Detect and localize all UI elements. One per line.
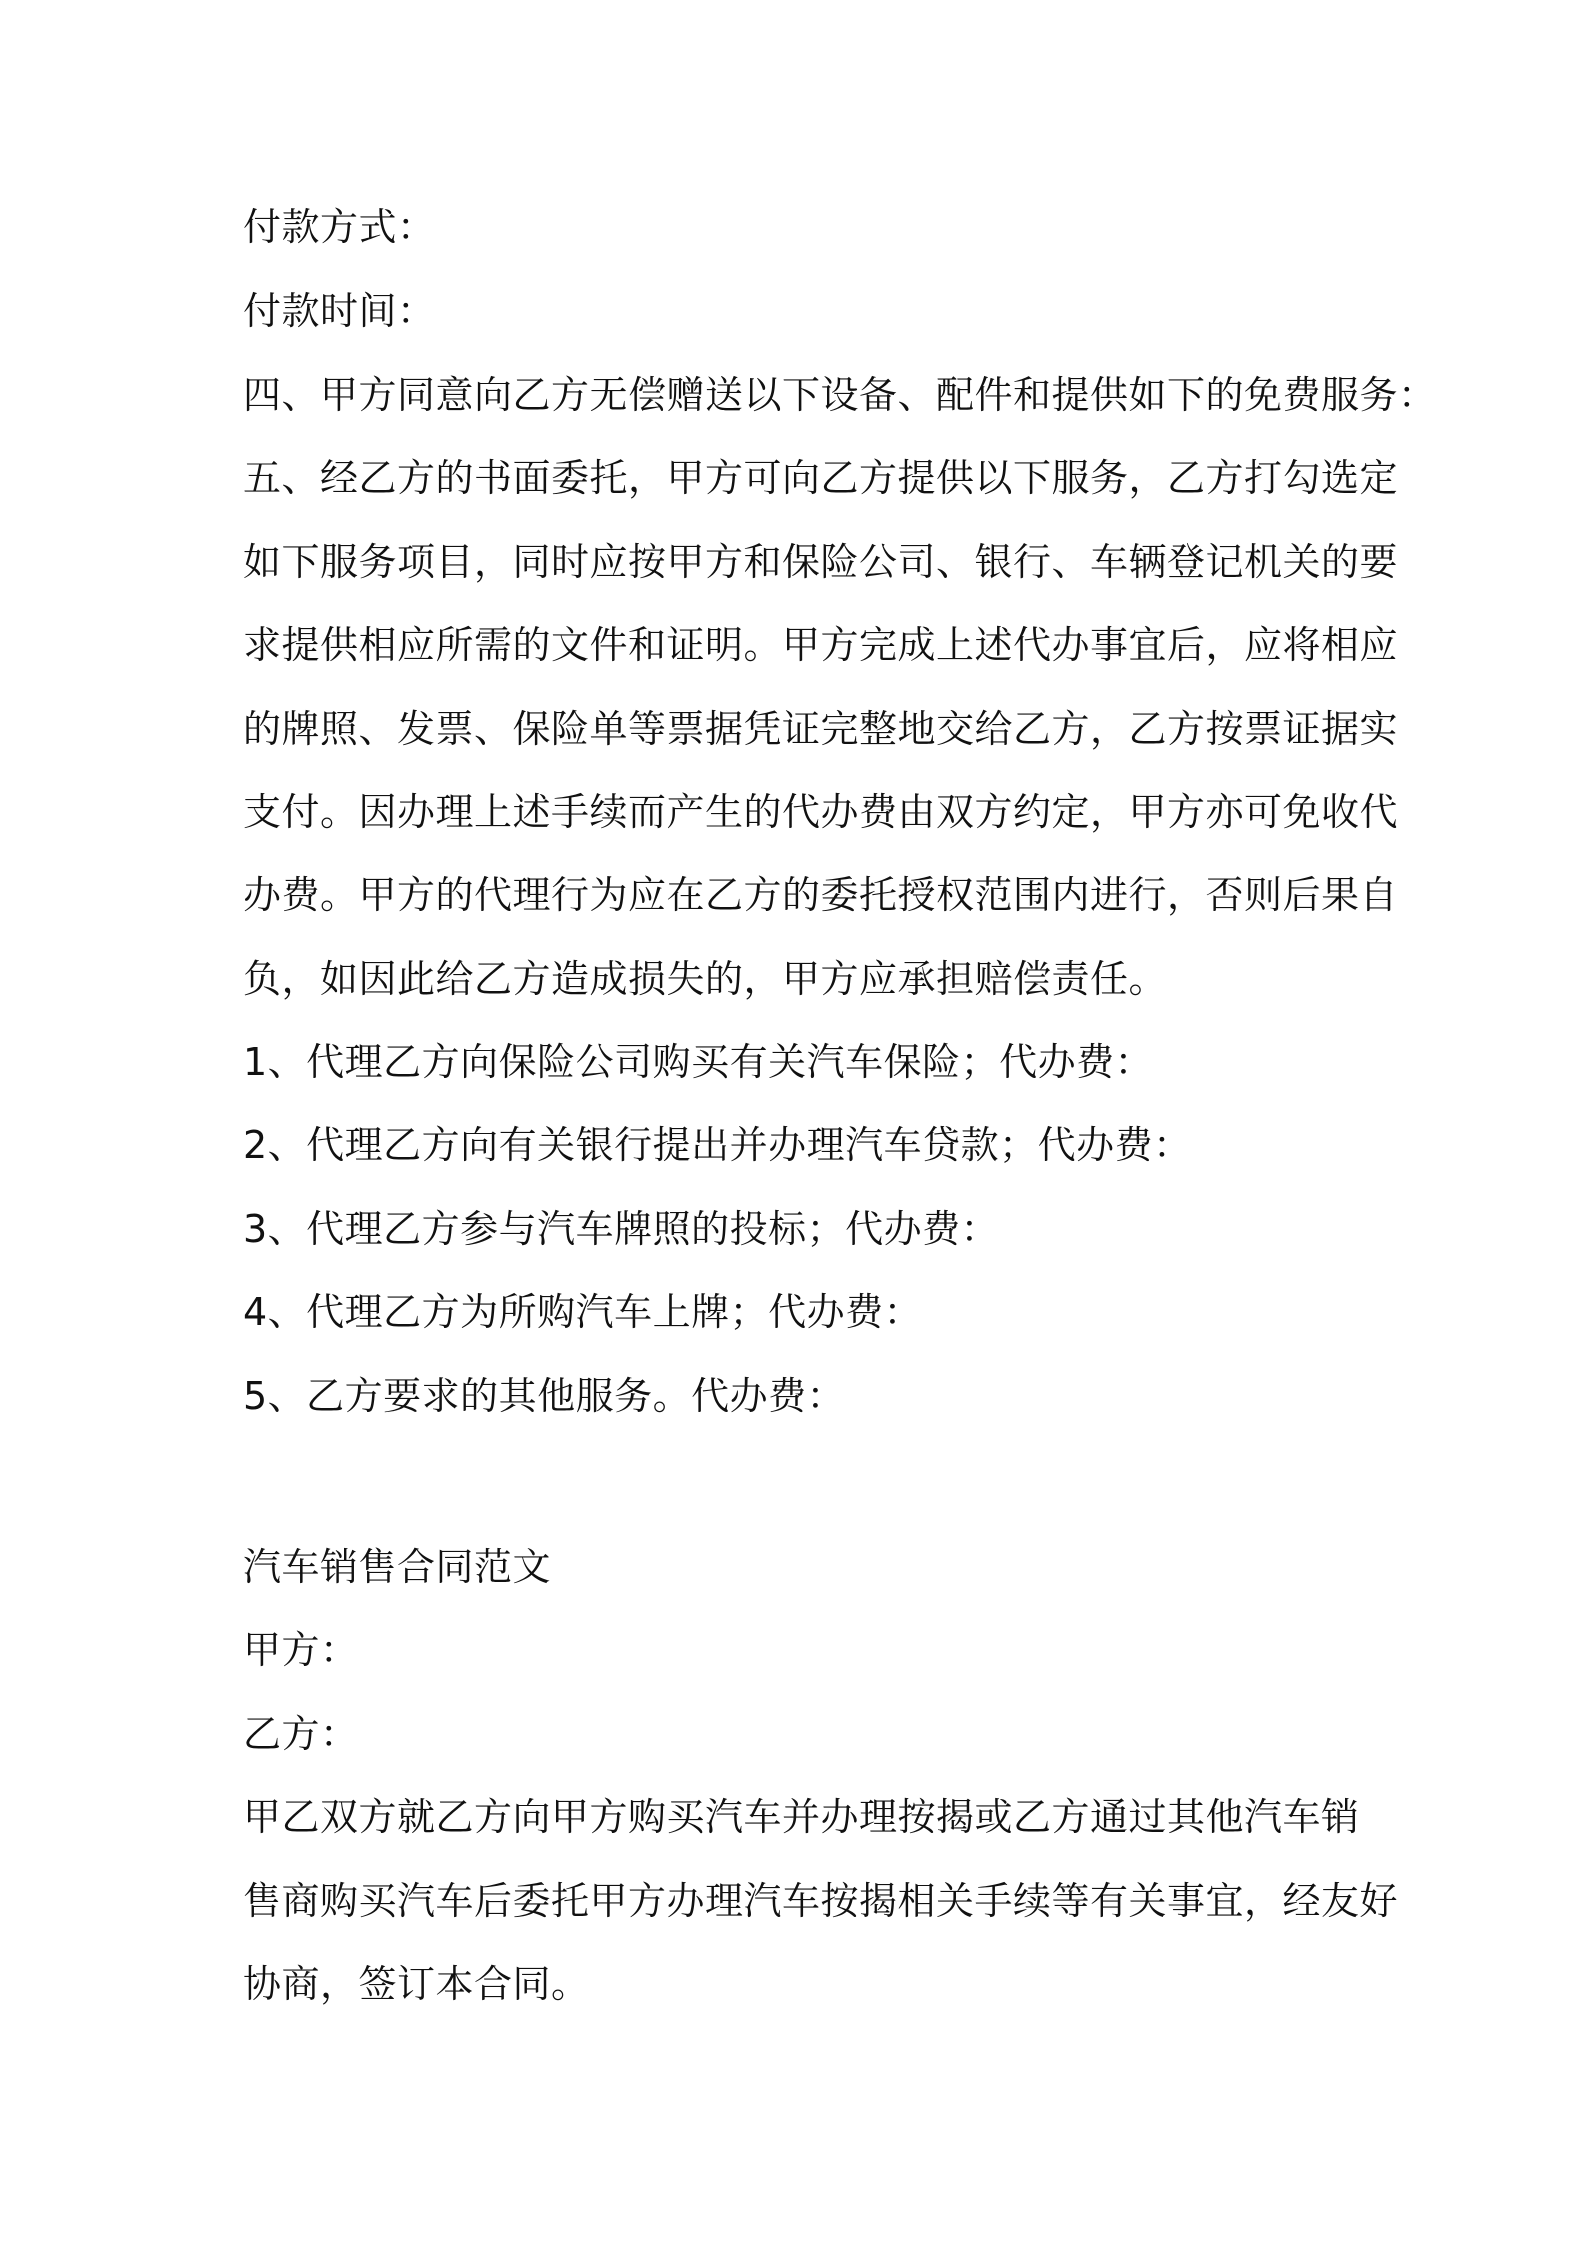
clause-five-line: 办费。甲方的代理行为应在乙方的委托授权范围内进行，否则后果自 [243,873,1399,917]
contract-intro-line: 甲乙双方就乙方向甲方购买汽车并办理按揭或乙方通过其他汽车销 [243,1795,1360,1839]
service-item: 2、代理乙方向有关银行提出并办理汽车贷款；代办费： [243,1123,1192,1167]
clause-five-line: 负，如因此给乙方造成损失的，甲方应承担赔偿责任。 [243,957,1168,1001]
service-item: 5、乙方要求的其他服务。代办费： [243,1374,846,1418]
contract-title: 汽车销售合同范文 [243,1545,552,1589]
payment-time-label: 付款时间： [243,289,436,333]
clause-five-line: 的牌照、发票、保险单等票据凭证完整地交给乙方，乙方按票证据实 [243,707,1399,751]
service-item: 3、代理乙方参与汽车牌照的投标；代办费： [243,1207,1000,1251]
payment-method-label: 付款方式： [243,205,436,249]
clause-five-line: 五、经乙方的书面委托，甲方可向乙方提供以下服务，乙方打勾选定 [243,456,1399,500]
clause-five-line: 如下服务项目，同时应按甲方和保险公司、银行、车辆登记机关的要 [243,540,1399,584]
contract-intro-line: 售商购买汽车后委托甲方办理汽车按揭相关手续等有关事宜，经友好 [243,1879,1399,1923]
party-a-label: 甲方： [243,1628,359,1672]
service-item: 4、代理乙方为所购汽车上牌；代办费： [243,1290,923,1334]
contract-intro-line: 协商，签订本合同。 [243,1962,590,2006]
service-item: 1、代理乙方向保险公司购买有关汽车保险；代办费： [243,1040,1154,1084]
party-b-label: 乙方： [243,1712,359,1756]
clause-four: 四、甲方同意向乙方无偿赠送以下设备、配件和提供如下的免费服务： [243,373,1437,417]
clause-five-line: 求提供相应所需的文件和证明。甲方完成上述代办事宜后，应将相应 [243,623,1399,667]
clause-five-line: 支付。因办理上述手续而产生的代办费由双方约定，甲方亦可免收代 [243,790,1399,834]
